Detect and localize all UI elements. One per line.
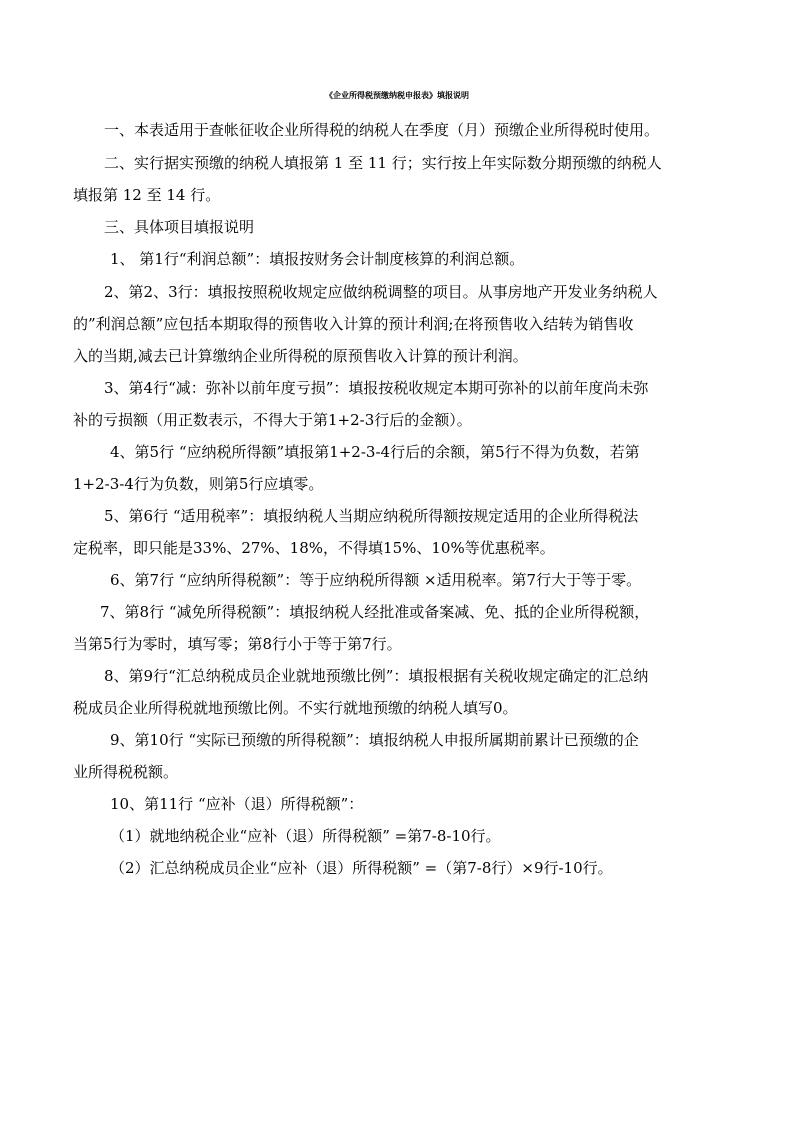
document-title: 《企业所得税预缴纳税申报表》填报说明 [325,91,469,100]
paragraph-line: 定税率，即只能是33%、27%、18%，不得填15%、10%等优惠税率。 [73,539,555,557]
paragraph-line: 8、第9行“汇总纳税成员企业就地预缴比例”：填报根据有关税收规定确定的汇总纳 [104,667,649,685]
paragraph-line: 1、 第1行“利润总额”：填报按财务会计制度核算的利润总额。 [110,250,525,268]
paragraph-line: 3、第4行“减：弥补以前年度亏损”：填报按税收规定本期可弥补的以前年度尚未弥 [104,379,649,397]
paragraph-line: 4、第5行 “应纳税所得额”填报第1+2-3-4行后的余额，第5行不得为负数，若第 [110,443,640,461]
paragraph-line: 当第5行为零时，填写零；第8行小于等于第7行。 [73,635,402,653]
paragraph-line: 的”利润总额”应包括本期取得的预售收入计算的预计利润;在将预售收入结转为销售收 [73,315,634,333]
paragraph-line: 1+2-3-4行为负数，则第5行应填零。 [73,475,324,493]
paragraph-line: 5、第6行 “适用税率”：填报纳税人当期应纳税所得额按规定适用的企业所得税法 [104,507,639,525]
paragraph-line: 三、具体项目填报说明 [104,218,255,236]
paragraph-line: 一、本表适用于查帐征收企业所得税的纳税人在季度（月）预缴企业所得税时使用。 [104,121,660,139]
paragraph-line: 7、第8行 “减免所得税额”：填报纳税人经批准或备案减、免、抵的企业所得税额， [100,603,650,621]
paragraph-line: 10、第11行 “应补（退）所得税额”： [110,795,364,813]
paragraph-line: 业所得税税额。 [73,763,179,781]
paragraph-line: 税成员企业所得税就地预缴比例。不实行就地预缴的纳税人填写0。 [73,699,518,717]
paragraph-line: 补的亏损额（用正数表示，不得大于第1+2-3行后的金额）。 [73,411,472,429]
paragraph-line: 9、第10行 “实际已预缴的所得税额”：填报纳税人申报所属期前累计已预缴的企 [110,731,639,749]
paragraph-line: （2）汇总纳税成员企业“应补（退）所得税额” =（第7-8行）×9行-10行。 [110,859,613,877]
paragraph-line: 6、第7行 “应纳所得税额”：等于应纳税所得额 ×适用税率。第7行大于等于零。 [110,571,642,589]
paragraph-line: 2、第2、3行：填报按照税收规定应做纳税调整的项目。从事房地产开发业务纳税人 [104,283,658,301]
paragraph-line: （1）就地纳税企业“应补（退）所得税额” =第7-8-10行。 [110,827,501,845]
paragraph-line: 填报第 12 至 14 行。 [73,186,221,204]
paragraph-line: 入的当期,减去已计算缴纳企业所得税的原预售收入计算的预计利润。 [73,347,528,365]
paragraph-line: 二、实行据实预缴的纳税人填报第 1 至 11 行；实行按上年实际数分期预缴的纳税人 [104,154,662,172]
